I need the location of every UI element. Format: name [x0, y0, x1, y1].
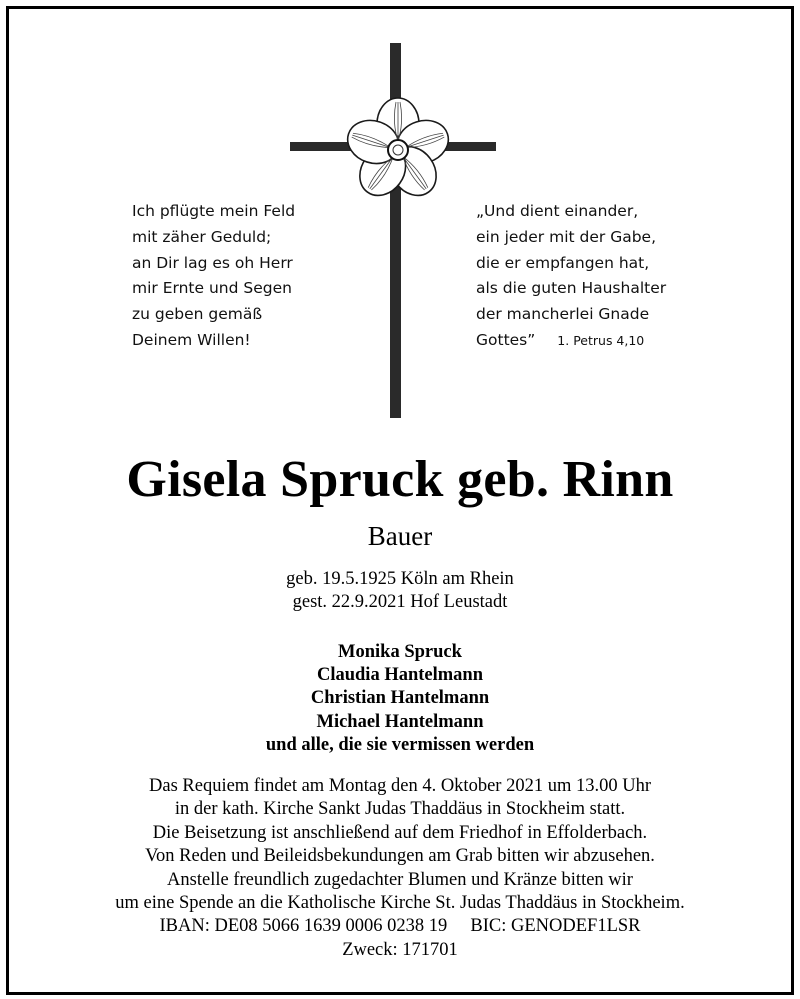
verse-line-last: [476, 328, 666, 354]
cross-with-flower-icon: [0, 0, 800, 430]
mourner: Claudia Hantelmann: [316, 665, 484, 686]
occupation: Bauer: [367, 521, 433, 551]
verse-line: ein jeder mit der Gabe,: [476, 227, 657, 246]
poem-line: mit zäher Geduld;: [132, 227, 272, 246]
poem-line: Ich pflügte mein Feld: [132, 202, 296, 220]
mourner: und alle, die sie vermissen werden: [265, 734, 535, 755]
poem-line: zu geben gemäß: [132, 305, 263, 324]
birth-date: geb. 19.5.1925 Köln am Rhein: [286, 569, 514, 589]
mourners-list: [0, 641, 800, 757]
notice-line: Anstelle freundlich zugedachter Blumen und Kränze bitten wir: [167, 869, 633, 890]
deceased-name: Gisela Spruck geb. Rinn: [126, 451, 674, 508]
notice-line: um eine Spende an die Katholische Kirche St. Judas Thaddäus in Stockheim.: [115, 893, 685, 914]
bible-citation: 1. Petrus 4,10: [557, 332, 645, 348]
life-dates: [0, 568, 800, 614]
verse-line: Gottes”: [476, 330, 536, 349]
notice-line: Die Beisetzung ist anschließend auf dem Friedhof in Effolderbach.: [152, 822, 648, 843]
notice-line: in der kath. Kirche Sankt Judas Thaddäus in Stockheim statt.: [174, 799, 626, 820]
poem-line: mir Ernte und Segen: [132, 279, 292, 298]
bank-details: IBAN: DE08 5066 1639 0006 0238 19 BIC: GENODEF1LSR: [159, 916, 641, 937]
verse-line: „Und dient einander,: [476, 202, 639, 220]
poem-line: Deinem Willen!: [132, 330, 251, 349]
funeral-notice: [0, 775, 800, 962]
notice-line: Das Requiem findet am Montag den 4. Oktober 2021 um 13.00 Uhr: [149, 776, 651, 796]
verse-line: als die guten Haushalter: [476, 279, 667, 298]
poem-line: an Dir lag es oh Herr: [132, 253, 293, 272]
verse-line: die er empfangen hat,: [476, 253, 650, 272]
notice-line: Von Reden und Beileidsbekundungen am Grab bitten wir abzusehen.: [145, 846, 655, 867]
mourner: Monika Spruck: [338, 642, 462, 662]
mourner: Michael Hantelmann: [316, 711, 484, 732]
verse-line: der mancherlei Gnade: [476, 305, 650, 324]
donation-reference: Zweck: 171701: [342, 939, 458, 960]
bible-verse: [476, 199, 666, 354]
mourner: Christian Hantelmann: [310, 688, 490, 709]
poem-left: [132, 199, 295, 354]
death-date: gest. 22.9.2021 Hof Leustadt: [292, 592, 508, 612]
